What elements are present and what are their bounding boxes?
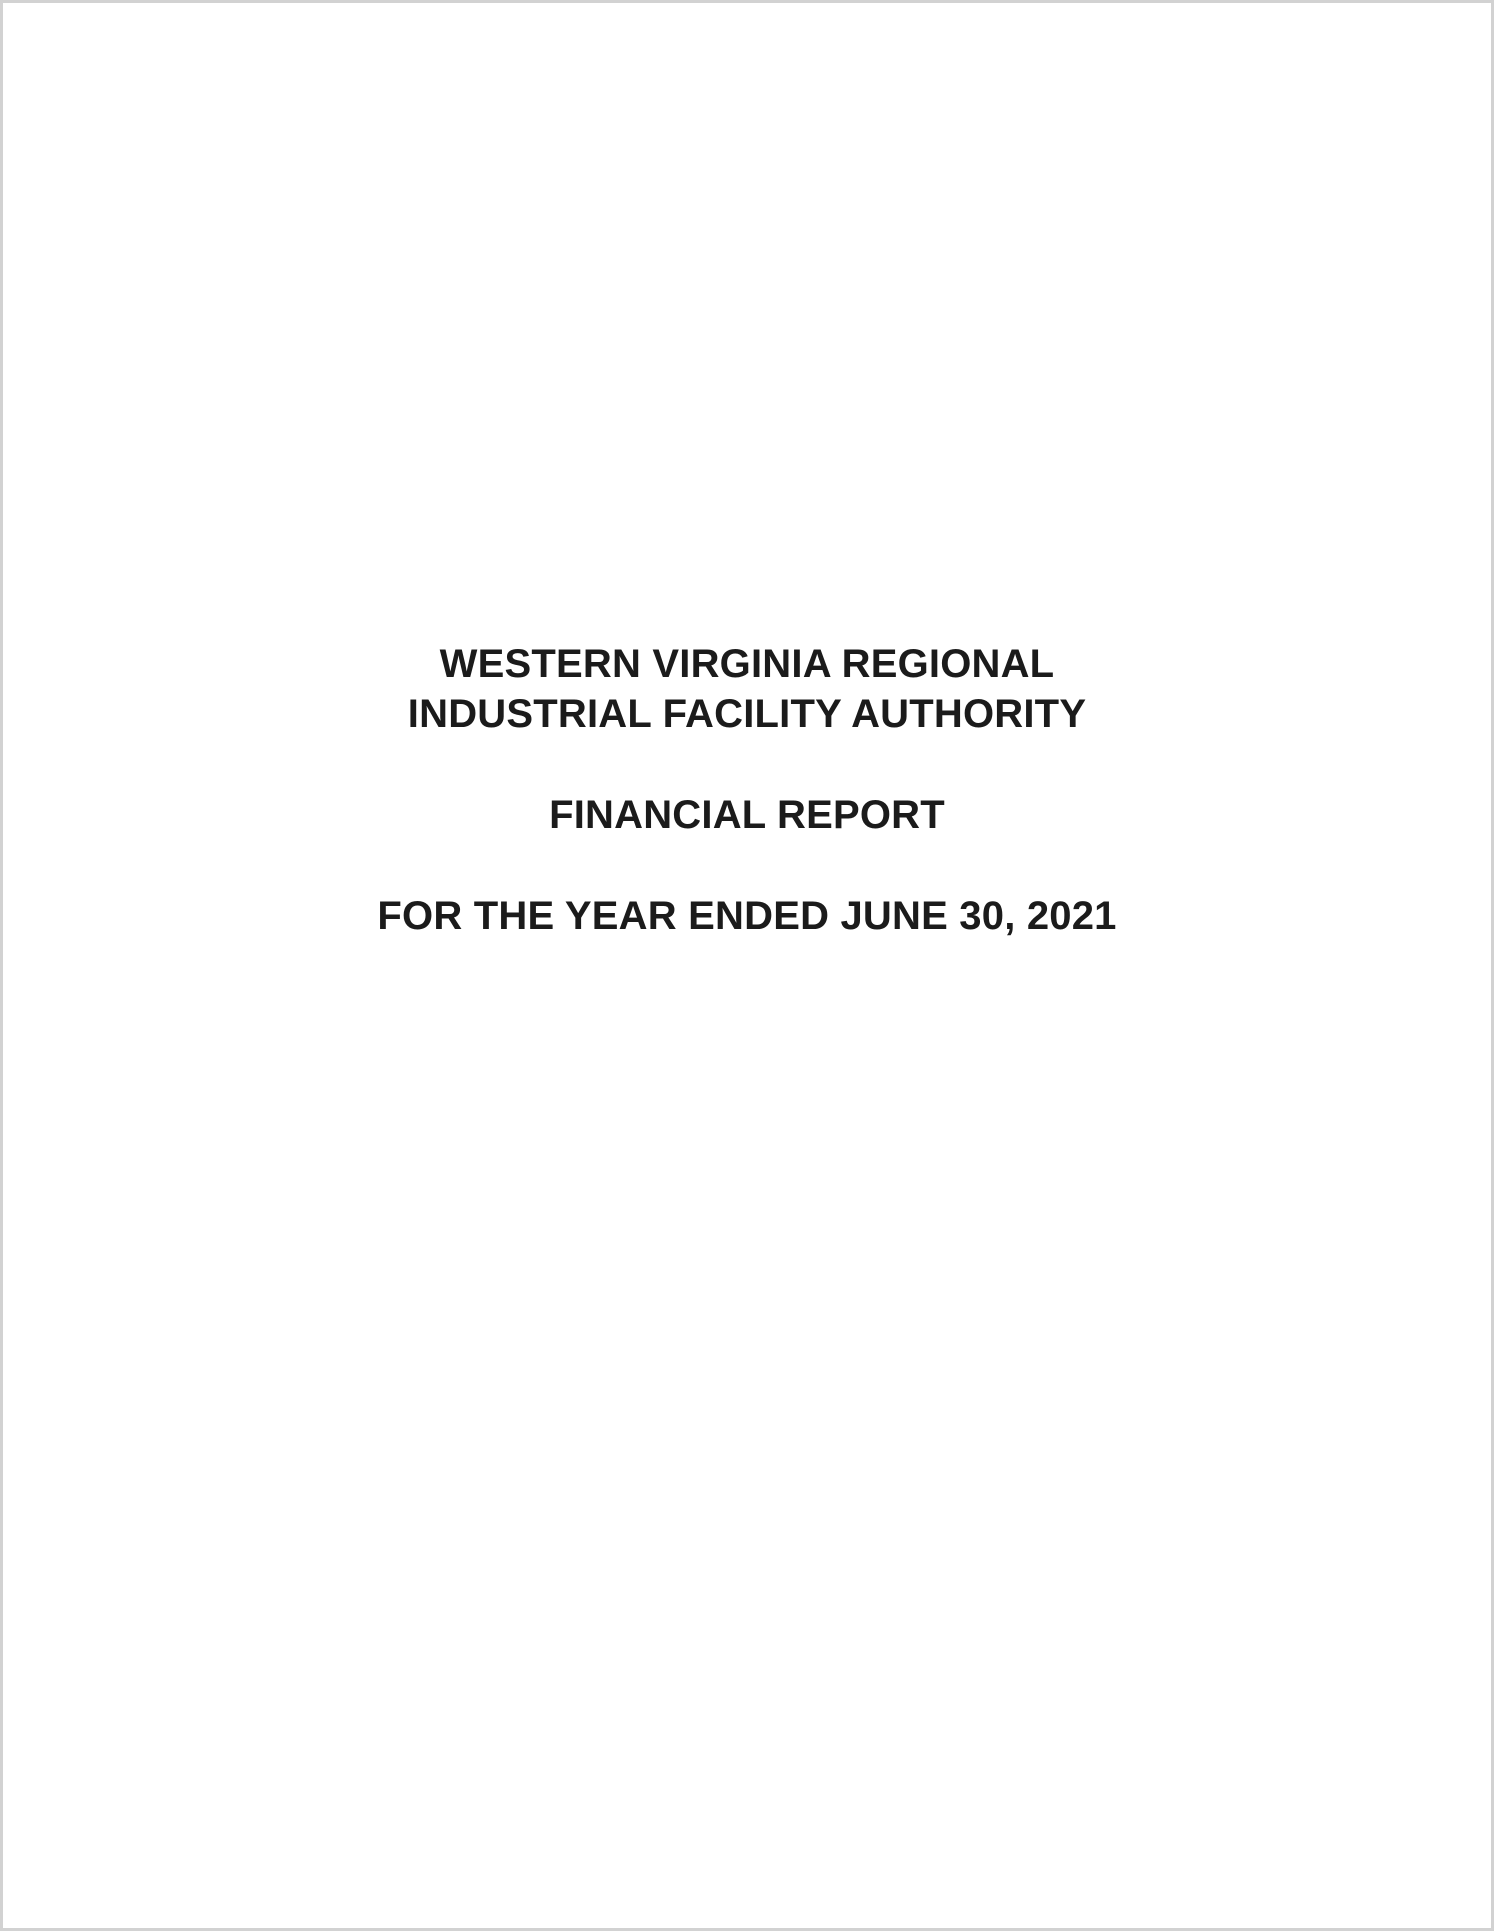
cover-title-block xyxy=(3,639,1491,941)
spacer xyxy=(3,739,1491,790)
organization-name-line1: WESTERN VIRGINIA REGIONAL xyxy=(439,642,1055,686)
organization-name-line2: INDUSTRIAL FACILITY AUTHORITY xyxy=(407,692,1087,736)
report-period-title: FOR THE YEAR ENDED JUNE 30, 2021 xyxy=(377,894,1117,938)
report-type-title: FINANCIAL REPORT xyxy=(549,793,945,837)
spacer xyxy=(3,840,1491,891)
